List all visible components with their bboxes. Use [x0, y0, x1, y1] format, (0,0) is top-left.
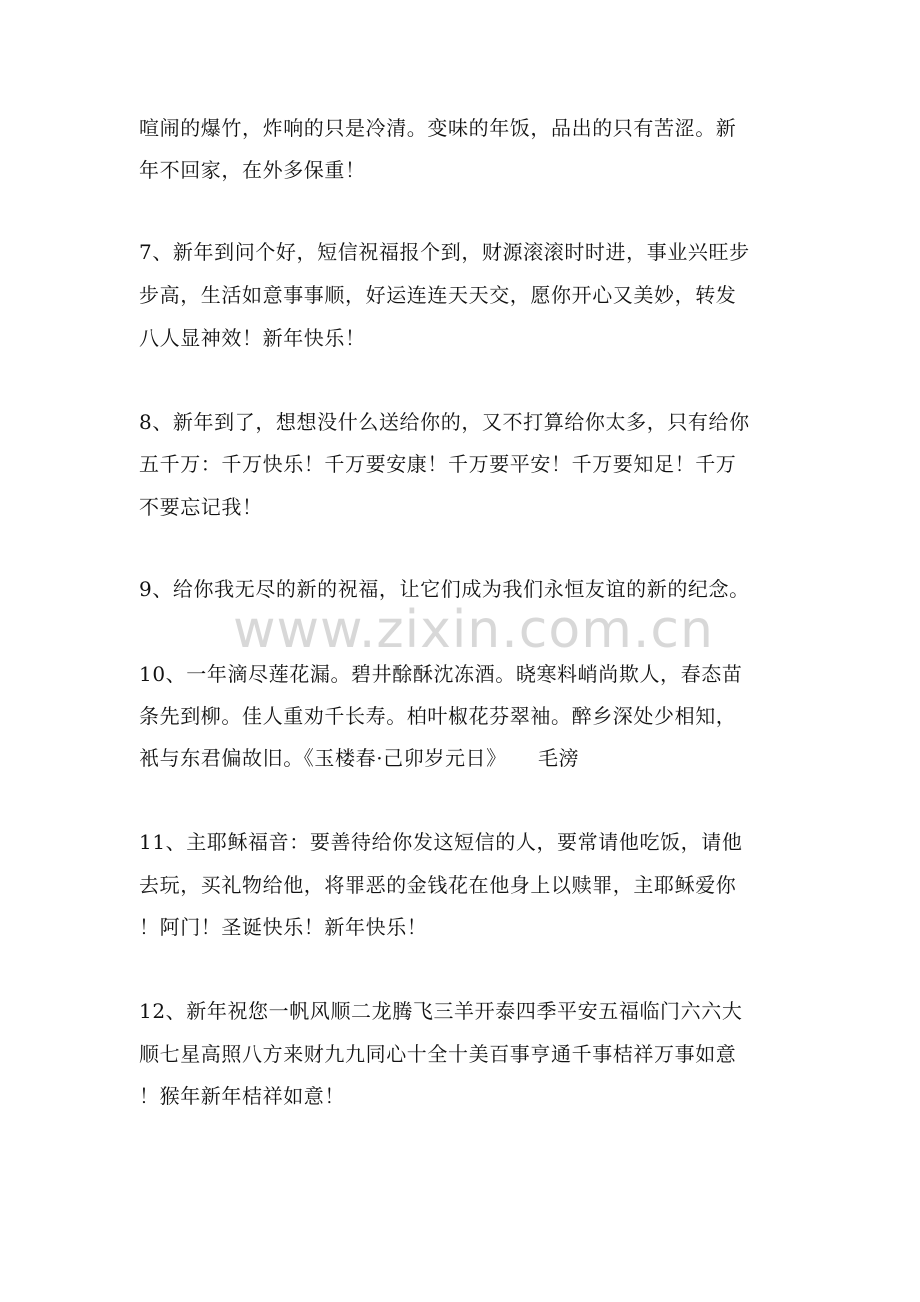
text-line: 不要忘记我！: [139, 495, 263, 519]
text-line: 11、主耶稣福音：要善待给你发这短信的人，要常请他吃饭，请他: [139, 830, 743, 854]
text-line: 12、新年祝您一帆风顺二龙腾飞三羊开泰四季平安五福临门六六大: [139, 999, 743, 1023]
text-line: 喧闹的爆竹，炸响的只是冷清。变味的年饭，品出的只有苦涩。新: [139, 116, 737, 140]
text-line: 去玩，买礼物给他，将罪恶的金钱花在他身上以赎罪，主耶稣爱你: [139, 873, 737, 897]
text-line: ！阿门！圣诞快乐！新年快乐！: [139, 915, 428, 939]
text-line: 10、一年滴尽莲花漏。碧井酴酥沈冻酒。晓寒料峭尚欺人，春态苗: [139, 662, 743, 686]
text-line: 8、新年到了，想想没什么送给你的，又不打算给你太多，只有给你: [139, 410, 750, 434]
text-line: 衹与东君偏故旧。《玉楼春·己卯岁元日》 毛滂: [139, 746, 580, 770]
watermark-text: www.zixin.com.cn: [233, 600, 714, 660]
text-line: 顺七星高照八方来财九九同心十全十美百事亨通千事桔祥万事如意: [139, 1042, 737, 1066]
text-line: 9、给你我无尽的新的祝福，让它们成为我们永恒友谊的新的纪念。: [139, 577, 750, 601]
text-line: ！猴年新年桔祥如意！: [139, 1084, 345, 1108]
text-line: 步高，生活如意事事顺，好运连连天天交，愿你开心又美妙，转发: [139, 283, 737, 307]
text-line: 年不回家，在外多保重！: [139, 158, 366, 182]
text-line: 7、新年到问个好，短信祝福报个到，财源滚滚时时进，事业兴旺步: [139, 240, 750, 264]
text-line: 五千万：千万快乐！千万要安康！千万要平安！千万要知足！千万: [139, 452, 737, 476]
text-line: 八人显神效！新年快乐！: [139, 326, 366, 350]
text-line: 条先到柳。佳人重劝千长寿。柏叶椒花芬翠袖。醉乡深处少相知，: [139, 704, 737, 728]
